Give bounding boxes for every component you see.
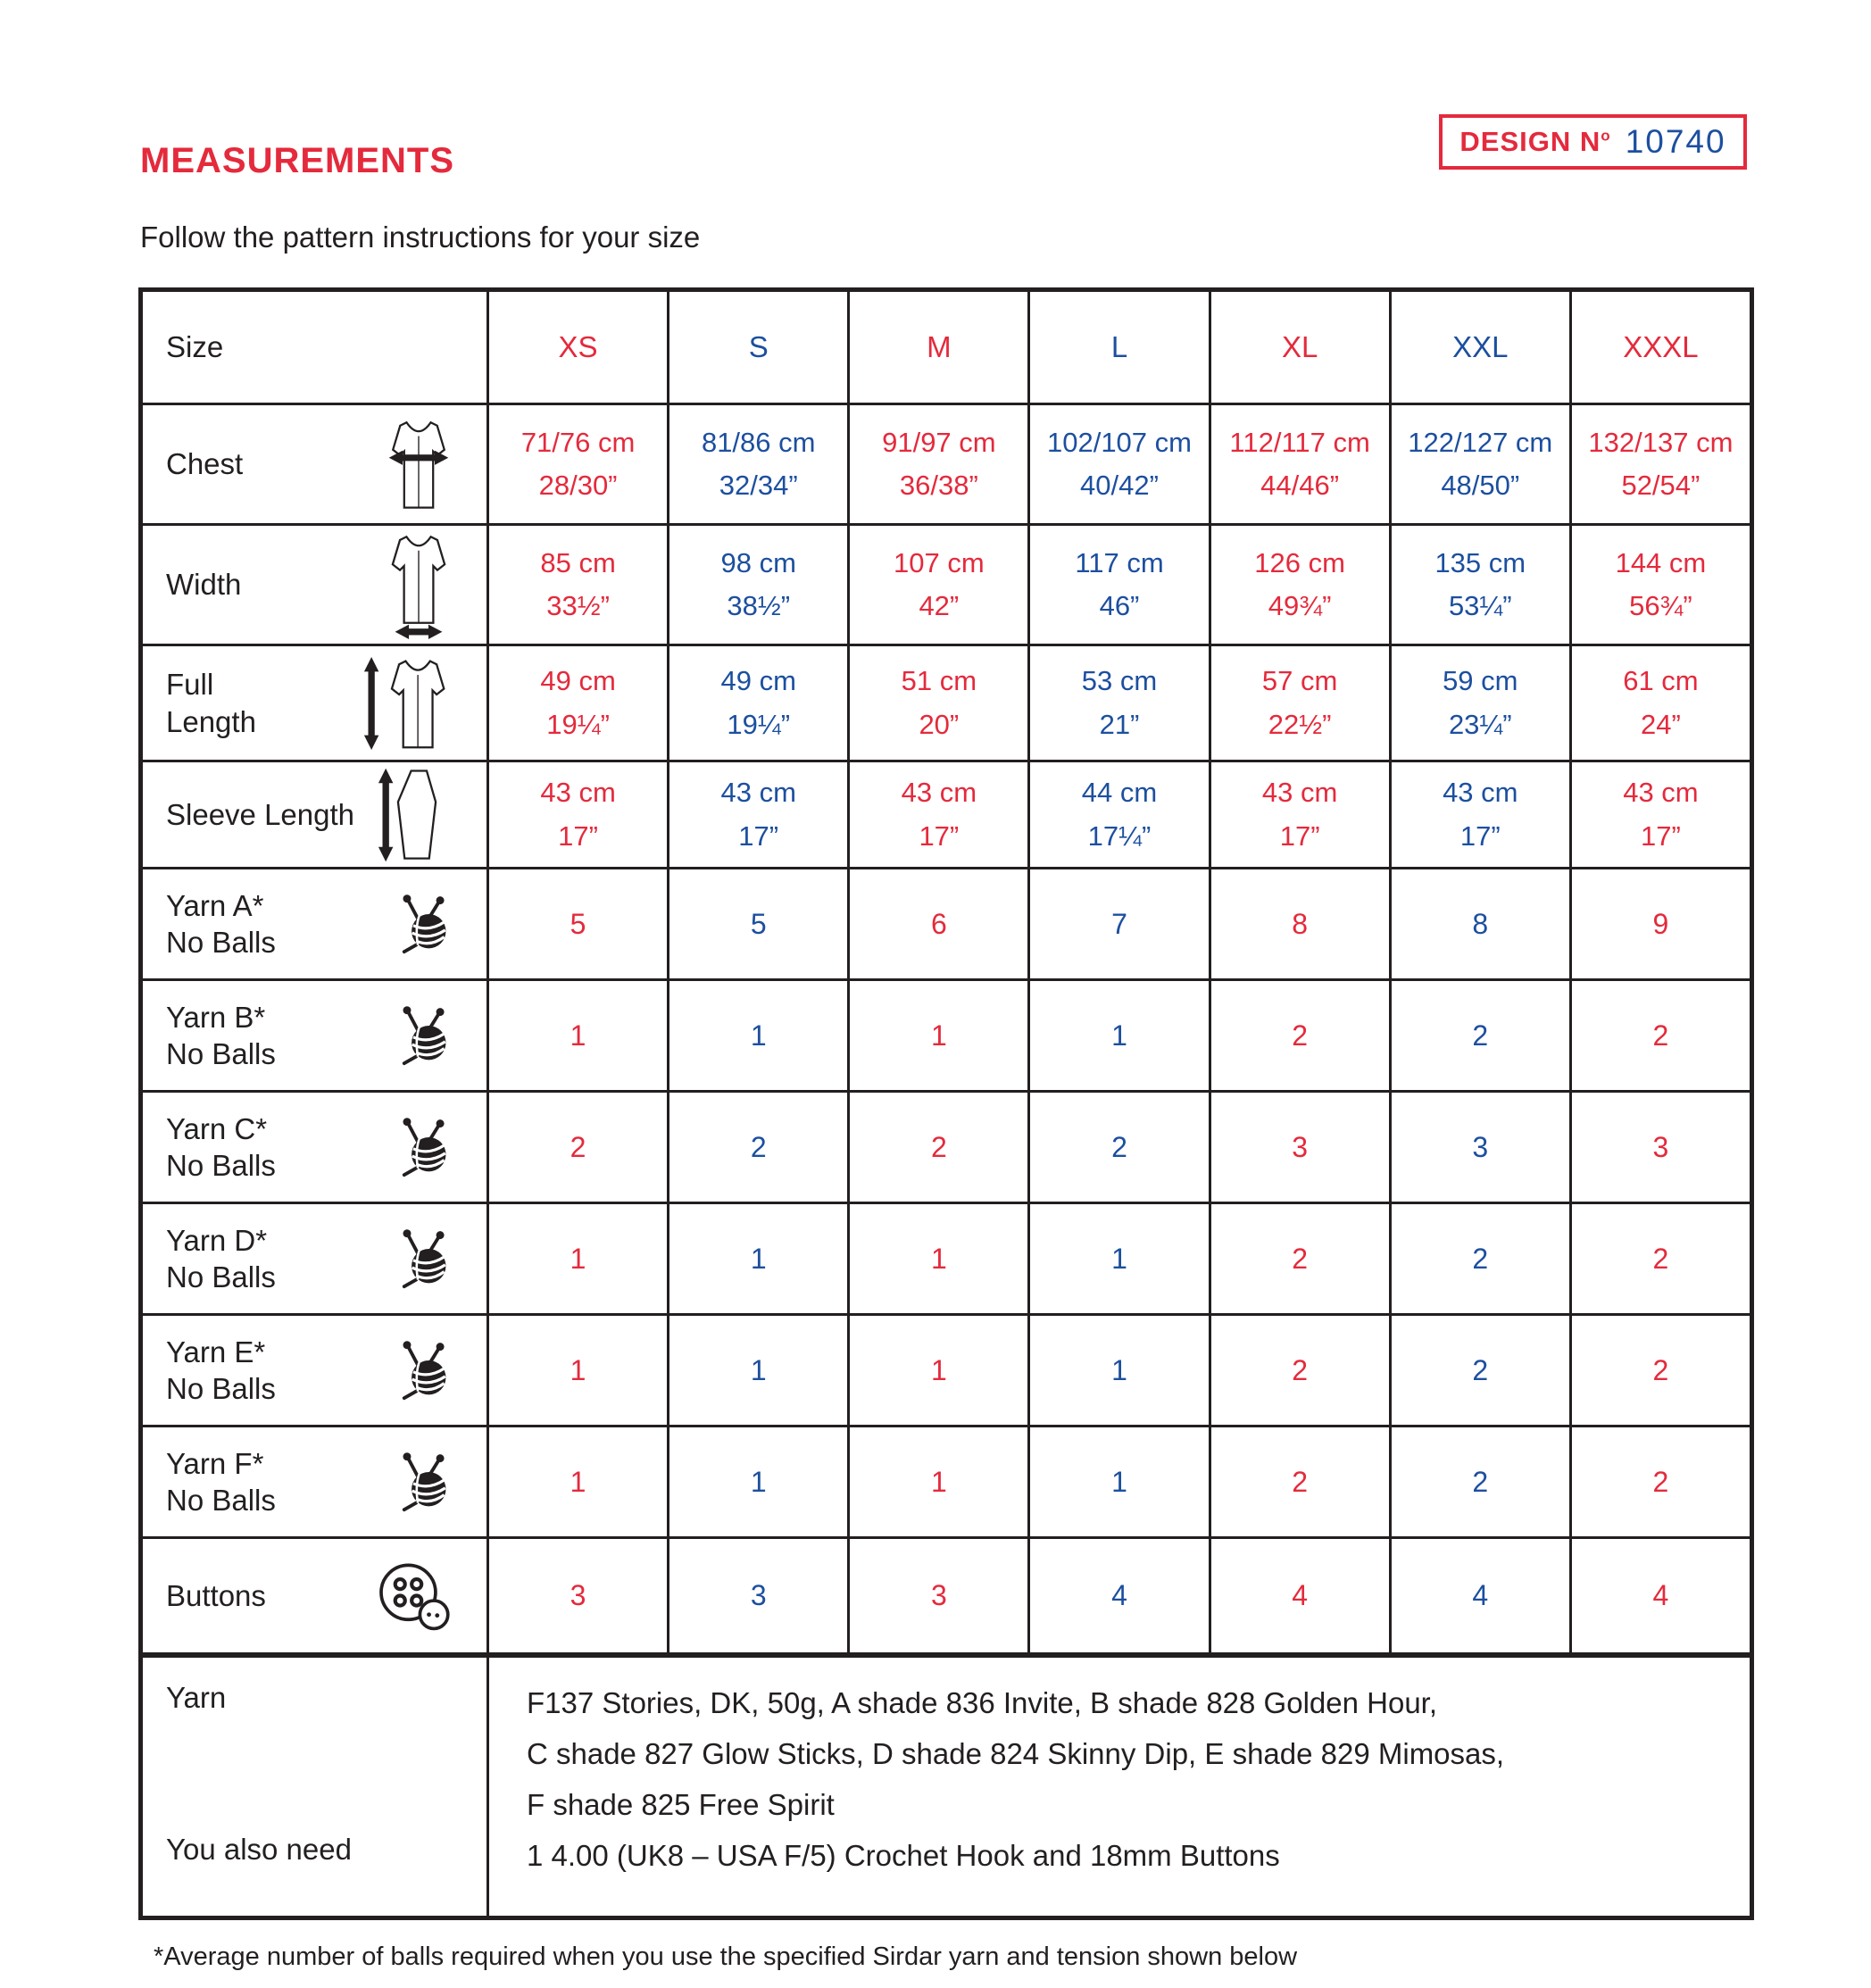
count-value-cell	[486, 1536, 667, 1652]
measure-value-cell	[847, 760, 1027, 867]
count-value-cell	[1209, 1202, 1389, 1313]
count-value: 2	[1472, 1242, 1489, 1275]
measure-value-cell	[1027, 403, 1208, 523]
count-value: 3	[750, 1579, 767, 1611]
count-value: 2	[750, 1130, 767, 1163]
measure-value-cell	[486, 403, 667, 523]
count-value: 1	[750, 1019, 767, 1052]
garment-chest-width-icon	[381, 416, 456, 512]
count-value-cell	[1569, 1536, 1750, 1652]
row-label: Yarn D* No Balls	[166, 1223, 276, 1293]
row-label: Chest	[166, 447, 244, 481]
count-value: 3	[1472, 1130, 1489, 1163]
count-value: 3	[1292, 1130, 1309, 1163]
count-value-cell	[1389, 1536, 1569, 1652]
count-value-cell	[847, 1202, 1027, 1313]
page-title: MEASUREMENTS	[140, 141, 455, 180]
measure-value-cell	[667, 644, 847, 760]
count-value-cell	[486, 867, 667, 978]
count-value: 1	[930, 1242, 947, 1275]
design-label: DESIGN $N^o$	[1459, 126, 1611, 157]
count-value-cell	[1027, 978, 1208, 1090]
count-value-cell	[847, 978, 1027, 1090]
measure-value-cell	[1569, 403, 1750, 523]
yarn-info-label: Yarn	[166, 1681, 227, 1714]
measure-value-cell	[667, 523, 847, 644]
count-value-cell	[1027, 1536, 1208, 1652]
count-value-cell	[1209, 1313, 1389, 1425]
row-label: Yarn E* No Balls	[166, 1335, 276, 1405]
count-value: 8	[1292, 907, 1309, 940]
size-header-label: XL	[1281, 330, 1318, 363]
count-value: 2	[1472, 1353, 1489, 1386]
value-cm: 71/76 cm	[520, 426, 636, 458]
value-cm: 122/127 cm	[1408, 426, 1553, 458]
garment-width-icon	[381, 530, 456, 639]
count-value: 3	[570, 1579, 586, 1611]
count-value-cell	[667, 1425, 847, 1536]
row-label: Sleeve Length	[166, 797, 355, 831]
row-label: Yarn C* No Balls	[166, 1111, 276, 1182]
value-inches: 23¼”	[1448, 708, 1512, 740]
count-value-cell	[1209, 1090, 1389, 1202]
design-number: 10740	[1625, 123, 1726, 160]
value-cm: 98 cm	[720, 546, 796, 578]
yarn-info-line: F shade 825 Free Spirit	[527, 1788, 835, 1821]
count-value: 4	[1292, 1579, 1309, 1611]
row-label: Width	[166, 568, 242, 602]
count-value-cell	[1027, 1202, 1208, 1313]
count-value-cell	[1209, 867, 1389, 978]
count-value-cell	[1569, 978, 1750, 1090]
count-value-cell	[1389, 867, 1569, 978]
count-value-cell	[667, 1090, 847, 1202]
value-cm: 49 cm	[540, 665, 616, 697]
measure-value-cell	[847, 403, 1027, 523]
yarn-ball-icon	[399, 1229, 456, 1289]
row-label: Size	[166, 330, 224, 364]
count-value: 4	[1472, 1579, 1489, 1611]
size-header-label: S	[748, 330, 769, 363]
measure-value-cell	[667, 760, 847, 867]
count-value: 5	[570, 907, 586, 940]
value-cm: 43 cm	[720, 777, 796, 809]
measure-row-header	[143, 644, 486, 760]
page-subtitle: Follow the pattern instructions for your size	[140, 220, 701, 254]
count-value-cell	[486, 1313, 667, 1425]
value-inches: 17”	[1641, 819, 1681, 852]
info-content-cell	[486, 1652, 1750, 1916]
measure-value-cell	[1569, 523, 1750, 644]
measure-value-cell	[1389, 760, 1569, 867]
count-value-cell	[1389, 1425, 1569, 1536]
count-value: 2	[1292, 1353, 1309, 1386]
count-value: 4	[1111, 1579, 1127, 1611]
count-value: 8	[1472, 907, 1489, 940]
measure-value-cell	[1209, 760, 1389, 867]
size-header-xl	[1209, 292, 1389, 403]
value-cm: 43 cm	[1623, 777, 1699, 809]
measure-value-cell	[1389, 403, 1569, 523]
count-value-cell	[1389, 1090, 1569, 1202]
count-row-header	[143, 1313, 486, 1425]
size-header-xxxl	[1569, 292, 1750, 403]
value-cm: 112/117 cm	[1229, 426, 1370, 458]
value-inches: 32/34”	[719, 470, 798, 501]
count-value: 1	[570, 1019, 586, 1052]
count-value-cell	[667, 1313, 847, 1425]
count-value: 6	[930, 907, 947, 940]
count-value-cell	[847, 1536, 1027, 1652]
measure-value-cell	[847, 523, 1027, 644]
count-value: 2	[1472, 1019, 1489, 1052]
value-inches: 19¼”	[546, 708, 610, 740]
value-inches: 42”	[919, 590, 960, 621]
measure-value-cell	[1569, 760, 1750, 867]
value-inches: 33½”	[546, 590, 610, 621]
row-label: Full Length	[166, 668, 256, 738]
count-row-header	[143, 867, 486, 978]
count-value: 1	[570, 1353, 586, 1386]
count-value: 2	[1652, 1465, 1669, 1498]
count-row-header	[143, 978, 486, 1090]
count-value-cell	[667, 867, 847, 978]
count-value-cell	[486, 978, 667, 1090]
size-header-s	[667, 292, 847, 403]
value-cm: 126 cm	[1254, 546, 1345, 578]
yarn-ball-icon	[399, 894, 456, 954]
size-row-label	[143, 292, 486, 403]
count-value: 1	[930, 1019, 947, 1052]
value-inches: 46”	[1099, 590, 1140, 621]
count-value: 7	[1111, 907, 1127, 940]
value-cm: 57 cm	[1261, 665, 1338, 697]
value-inches: 24”	[1641, 708, 1681, 740]
count-row-header	[143, 1536, 486, 1652]
count-value: 1	[1111, 1242, 1127, 1275]
value-inches: 17”	[1279, 819, 1320, 852]
count-value-cell	[1389, 1202, 1569, 1313]
value-inches: 17”	[738, 819, 779, 852]
value-inches: 40/42”	[1080, 470, 1159, 501]
measure-value-cell	[1569, 644, 1750, 760]
value-cm: 49 cm	[720, 665, 796, 697]
measure-value-cell	[667, 403, 847, 523]
size-header-l	[1027, 292, 1208, 403]
garment-length-icon	[363, 654, 456, 753]
also-need-label: You also need	[166, 1833, 352, 1866]
design-number-box	[1439, 114, 1747, 170]
value-cm: 43 cm	[540, 777, 616, 809]
count-value: 1	[1111, 1465, 1127, 1498]
sleeve-length-icon	[378, 766, 456, 864]
size-header-label: M	[927, 330, 952, 363]
count-value: 1	[750, 1242, 767, 1275]
footnote: *Average number of balls required when you use the specified Sirdar yarn and tension shown below	[154, 1942, 1298, 1971]
value-cm: 61 cm	[1623, 665, 1699, 697]
count-value-cell	[1569, 1425, 1750, 1536]
value-cm: 132/137 cm	[1588, 426, 1734, 458]
count-value: 2	[1292, 1242, 1309, 1275]
value-inches: 17¼”	[1087, 819, 1152, 852]
count-row-header	[143, 1202, 486, 1313]
count-value: 2	[1111, 1130, 1127, 1163]
measure-value-cell	[1209, 523, 1389, 644]
count-value: 1	[930, 1465, 947, 1498]
measure-value-cell	[1027, 760, 1208, 867]
yarn-ball-icon	[399, 1006, 456, 1066]
count-value-cell	[1209, 1536, 1389, 1652]
row-label: Yarn A* No Balls	[166, 888, 276, 959]
count-value-cell	[486, 1202, 667, 1313]
size-header-label: XXL	[1452, 330, 1509, 363]
measure-value-cell	[1209, 644, 1389, 760]
value-cm: 85 cm	[540, 546, 616, 578]
count-row-header	[143, 1425, 486, 1536]
count-value: 9	[1652, 907, 1669, 940]
count-value-cell	[1027, 1425, 1208, 1536]
count-value-cell	[1569, 1090, 1750, 1202]
value-inches: 19¼”	[727, 708, 791, 740]
count-value: 1	[570, 1465, 586, 1498]
value-cm: 43 cm	[901, 777, 977, 809]
value-cm: 43 cm	[1261, 777, 1338, 809]
measure-row-header	[143, 760, 486, 867]
row-label: Buttons	[166, 1578, 266, 1612]
count-value: 4	[1652, 1579, 1669, 1611]
value-inches: 21”	[1099, 708, 1140, 740]
measure-value-cell	[1027, 644, 1208, 760]
size-header-xs	[486, 292, 667, 403]
buttons-icon	[370, 1558, 456, 1634]
count-value: 2	[930, 1130, 947, 1163]
measure-value-cell	[847, 644, 1027, 760]
value-inches: 17”	[1459, 819, 1501, 852]
value-inches: 36/38”	[899, 470, 978, 501]
value-inches: 17”	[558, 819, 598, 852]
count-row-header	[143, 1090, 486, 1202]
measure-value-cell	[486, 760, 667, 867]
count-value-cell	[847, 1090, 1027, 1202]
count-value-cell	[1569, 1313, 1750, 1425]
count-value-cell	[1389, 978, 1569, 1090]
count-value: 5	[750, 907, 767, 940]
value-inches: 56¾”	[1629, 590, 1692, 621]
count-value: 2	[1292, 1465, 1309, 1498]
measure-row-header	[143, 403, 486, 523]
count-value: 1	[1111, 1019, 1127, 1052]
count-value: 1	[930, 1353, 947, 1386]
value-cm: 44 cm	[1081, 777, 1158, 809]
count-value: 3	[1652, 1130, 1669, 1163]
measure-value-cell	[1389, 523, 1569, 644]
count-value-cell	[667, 978, 847, 1090]
yarn-info-line: F137 Stories, DK, 50g, A shade 836 Invite, B shade 828 Golden Hour,	[527, 1686, 1438, 1719]
value-inches: 49¾”	[1268, 590, 1332, 621]
measure-value-cell	[1389, 644, 1569, 760]
value-cm: 144 cm	[1615, 546, 1707, 578]
value-cm: 117 cm	[1075, 546, 1164, 578]
count-value: 2	[1472, 1465, 1489, 1498]
count-value: 2	[1292, 1019, 1309, 1052]
measure-value-cell	[1027, 523, 1208, 644]
value-cm: 135 cm	[1434, 546, 1526, 578]
count-value-cell	[1569, 867, 1750, 978]
count-value-cell	[667, 1202, 847, 1313]
value-inches: 28/30”	[538, 470, 618, 501]
count-value-cell	[1569, 1202, 1750, 1313]
value-cm: 81/86 cm	[701, 426, 816, 458]
value-inches: 22½”	[1268, 708, 1332, 740]
count-value-cell	[1209, 978, 1389, 1090]
count-value: 2	[1652, 1353, 1669, 1386]
count-value: 2	[1652, 1019, 1669, 1052]
size-header-m	[847, 292, 1027, 403]
count-value-cell	[1027, 867, 1208, 978]
count-value: 3	[930, 1579, 947, 1611]
value-cm: 51 cm	[901, 665, 977, 697]
count-value: 1	[750, 1353, 767, 1386]
size-header-label: XXXL	[1623, 330, 1699, 363]
row-label: Yarn B* No Balls	[166, 1000, 276, 1070]
measure-value-cell	[486, 644, 667, 760]
count-value-cell	[667, 1536, 847, 1652]
count-value-cell	[1209, 1425, 1389, 1536]
value-cm: 91/97 cm	[882, 426, 996, 458]
count-value: 2	[570, 1130, 586, 1163]
count-value-cell	[486, 1425, 667, 1536]
count-value-cell	[1027, 1313, 1208, 1425]
count-value: 1	[1111, 1353, 1127, 1386]
value-inches: 17”	[919, 819, 960, 852]
count-value-cell	[847, 867, 1027, 978]
value-inches: 20”	[919, 708, 960, 740]
value-cm: 59 cm	[1443, 665, 1518, 697]
size-header-xxl	[1389, 292, 1569, 403]
count-value: 1	[750, 1465, 767, 1498]
yarn-ball-icon	[399, 1452, 456, 1512]
size-header-label: XS	[558, 330, 598, 363]
value-inches: 48/50”	[1441, 470, 1520, 501]
info-label-cell	[143, 1652, 486, 1916]
measure-value-cell	[486, 523, 667, 644]
count-value-cell	[1389, 1313, 1569, 1425]
value-inches: 44/46”	[1260, 470, 1340, 501]
yarn-info-line: C shade 827 Glow Sticks, D shade 824 Skinny Dip, E shade 829 Mimosas,	[527, 1737, 1505, 1770]
also-need-line: 1 4.00 (UK8 – USA F/5) Crochet Hook and 18mm Buttons	[527, 1839, 1280, 1872]
measurements-table	[138, 287, 1754, 1920]
measure-value-cell	[1209, 403, 1389, 523]
count-value: 2	[1652, 1242, 1669, 1275]
measure-row-header	[143, 523, 486, 644]
count-value-cell	[847, 1313, 1027, 1425]
row-label: Yarn F* No Balls	[166, 1446, 276, 1517]
size-header-label: L	[1110, 330, 1128, 363]
value-cm: 53 cm	[1081, 665, 1158, 697]
yarn-ball-icon	[399, 1341, 456, 1401]
value-inches: 53¼”	[1448, 590, 1512, 621]
count-value: 1	[570, 1242, 586, 1275]
value-inches: 38½”	[727, 590, 791, 621]
value-cm: 107 cm	[894, 546, 985, 578]
yarn-ball-icon	[399, 1118, 456, 1177]
count-value-cell	[1027, 1090, 1208, 1202]
value-cm: 43 cm	[1443, 777, 1518, 809]
count-value-cell	[486, 1090, 667, 1202]
value-inches: 52/54”	[1621, 470, 1701, 501]
design-label-sup: o	[1601, 127, 1611, 145]
count-value-cell	[847, 1425, 1027, 1536]
value-cm: 102/107 cm	[1046, 426, 1192, 458]
